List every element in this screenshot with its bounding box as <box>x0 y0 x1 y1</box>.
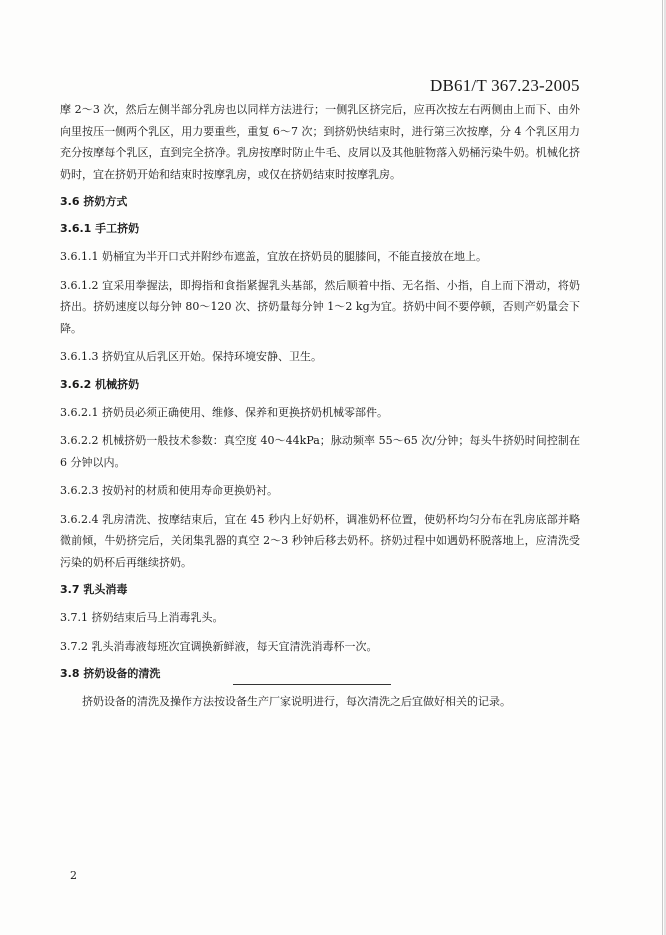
paragraph-massage-continued: 摩 2～3 次，然后左侧半部分乳房也以同样方法进行；一侧乳区挤完后，应再次按左右两侧由上而下、由外向里按压一侧两个乳区，用力要重些，重复 6～7 次；到挤奶快结束时，进行第三次按摩，分 4 个乳区用力充分按摩每个乳区，直到完全挤净。乳房按摩时防止牛毛、皮屑以及其他脏物落入奶桶污染牛奶。机械化挤奶时，宜在挤奶开始和结束时按摩乳房，或仅在挤奶结束时按摩乳房。 <box>60 103 580 181</box>
clause-3-6-2-1: 3.6.2.1 挤奶员必须正确使用、维修、保养和更换挤奶机械零部件。 <box>60 405 388 419</box>
heading-3-6-1: 3.6.1 手工挤奶 <box>60 222 140 235</box>
paragraph-3-8-body: 挤奶设备的清洗及操作方法按设备生产厂家说明进行，每次清洗之后宜做好相关的记录。 <box>82 695 511 708</box>
page-number: 2 <box>70 869 77 882</box>
clause-3-7-2: 3.7.2 乳头消毒液每班次宜调换新鲜液，每天宜清洗消毒杯一次。 <box>60 639 378 653</box>
clause-3-6-1-2: 3.6.1.2 宜采用拳握法，即拇指和食指紧握乳头基部，然后顺着中指、无名指、小指，自上而下滑动，将奶挤出。挤奶速度以每分钟 80～120 次、挤奶量每分钟 1～2 kg为宜。挤奶中间不要停顿，否则产奶量会下降。 <box>60 278 580 335</box>
clause-3-7-1: 3.7.1 挤奶结束后马上消毒乳头。 <box>60 611 224 624</box>
heading-3-8: 3.8 挤奶设备的清洗 <box>60 667 161 680</box>
clause-3-6-1-3: 3.6.1.3 挤奶宜从后乳区开始。保持环境安静、卫生。 <box>60 350 322 363</box>
document-number: DB61/T 367.23-2005 <box>430 76 580 95</box>
heading-3-6: 3.6 挤奶方式 <box>60 195 128 208</box>
heading-3-7: 3.7 乳头消毒 <box>60 583 128 596</box>
clause-3-6-2-4: 3.6.2.4 乳房清洗、按摩结束后，宜在 45 秒内上好奶杯，调准奶杯位置，使奶杯均匀分布在乳房底部并略微前倾，牛奶挤完后，关闭集乳器的真空 2～3 秒钟后移去奶杯。挤奶过程中如遇奶杯脱落地上，应清洗受污染的奶杯后再继续挤奶。 <box>60 512 580 569</box>
clause-3-6-2-3: 3.6.2.3 按奶衬的材质和使用寿命更换奶衬。 <box>60 484 278 497</box>
scan-edge-line <box>662 0 663 935</box>
document-body <box>60 99 580 720</box>
heading-3-6-2: 3.6.2 机械挤奶 <box>60 377 140 391</box>
clause-3-6-2-2: 3.6.2.2 机械挤奶一般技术参数：真空度 40～44kPa；脉动频率 55～65 次/分钟；每头牛挤奶时间控制在 6 分钟以内。 <box>60 434 580 469</box>
end-of-text-rule <box>233 684 391 685</box>
clause-3-6-1-1: 3.6.1.1 奶桶宜为半开口式并附纱布遮盖，宜放在挤奶员的腿膝间，不能直接放在地上。 <box>60 250 487 263</box>
